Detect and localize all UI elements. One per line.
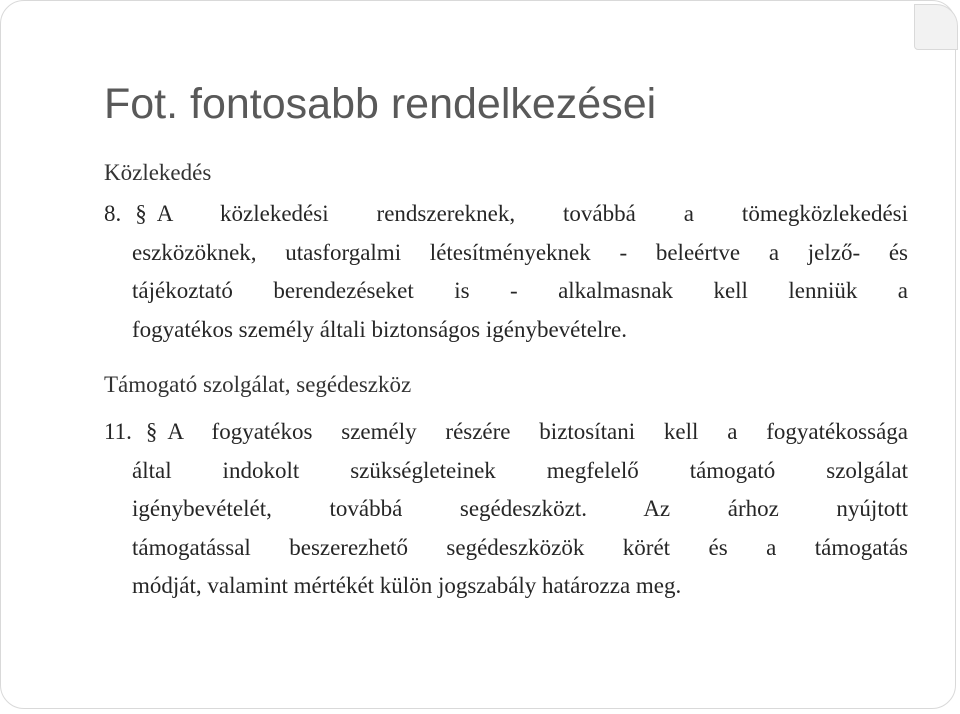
paragraph-line — [104, 195, 908, 234]
paragraph-line: igénybevételét, továbbá segédeszközt. Az árhoz nyújtott — [132, 496, 908, 521]
paragraph-line: tájékoztató berendezéseket is - alkalmasnak kell lenniük a — [132, 278, 908, 303]
section-sign-icon: § — [135, 201, 147, 226]
paragraph-number: 11. — [104, 419, 132, 444]
section-heading-transport: Közlekedés — [104, 160, 212, 185]
paragraph-line: módját, valamint mértékét külön jogszabály határozza meg. — [132, 573, 682, 598]
slide-title: Fot. fontosabb rendelkezései — [104, 80, 657, 128]
paragraph-section-8 — [104, 195, 908, 349]
paragraph-line-text: A fogyatékos személy részére biztosítani kell a fogyatékossága — [167, 419, 908, 444]
section-sign-icon: § — [145, 419, 158, 444]
paragraph-line: támogatással beszerezhető segédeszközök körét és a támogatás — [132, 534, 908, 560]
paragraph-line: fogyatékos személy általi biztonságos igénybevételre. — [132, 316, 627, 342]
paragraph-section-11 — [104, 413, 908, 606]
paragraph-number: 8. — [104, 201, 122, 226]
paragraph-line — [104, 413, 908, 452]
paragraph-line-text: A közlekedési rendszereknek, továbbá a tömegközlekedési — [156, 201, 908, 226]
section-heading-support-service: Támogató szolgálat, segédeszköz — [104, 372, 412, 397]
paragraph-line: eszközöknek, utasforgalmi létesítményeknek - beleértve a jelző- és — [132, 239, 908, 265]
slide-corner-decoration — [914, 4, 958, 50]
paragraph-line: által indokolt szükségleteinek megfelelő támogató szolgálat — [132, 457, 908, 483]
